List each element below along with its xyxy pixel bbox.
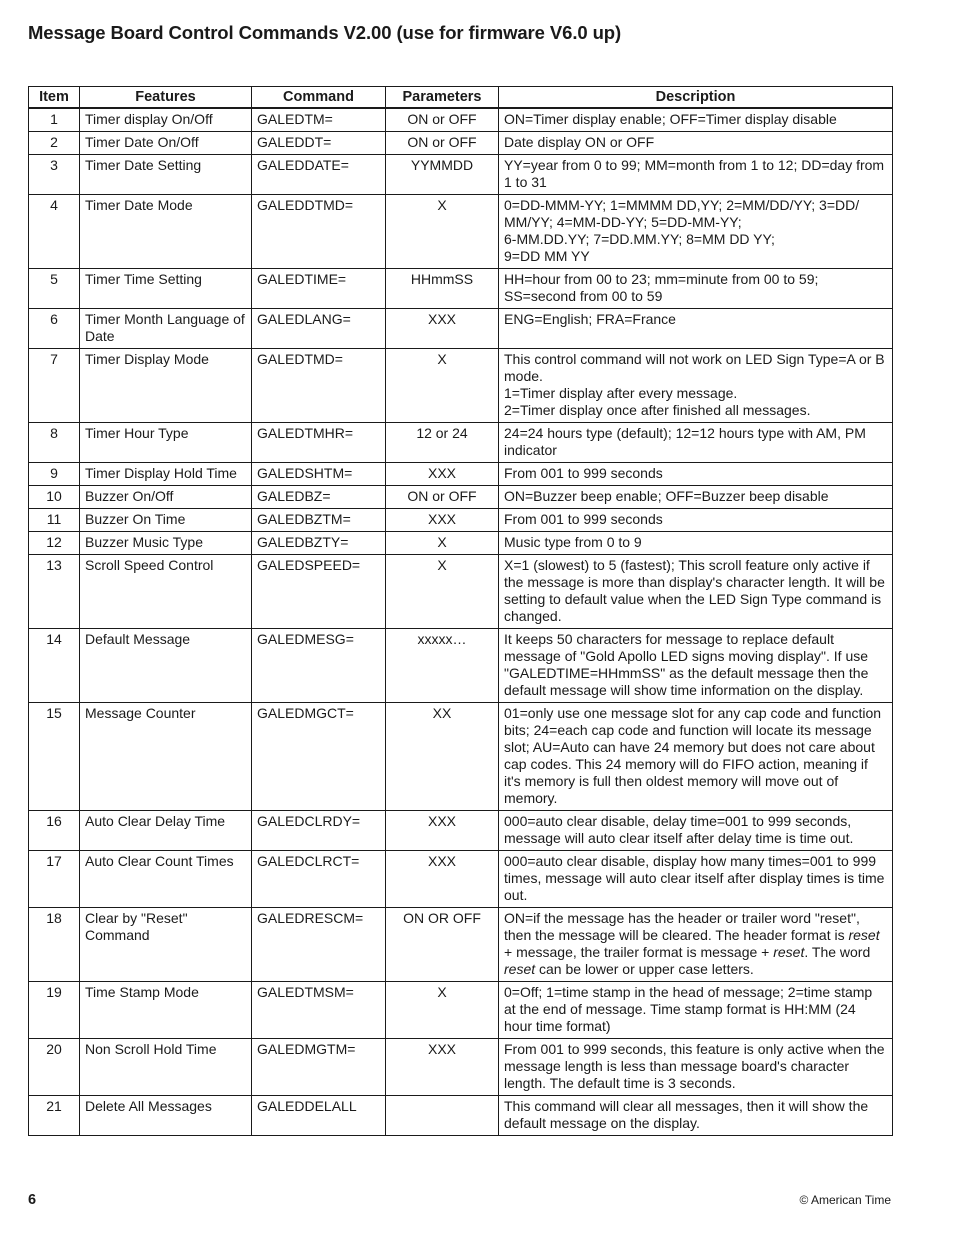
- cell-feature: Default Message: [80, 629, 252, 703]
- cell-parameters: ON or OFF: [386, 486, 499, 509]
- table-row: [29, 349, 893, 423]
- table-row: [29, 1039, 893, 1096]
- cell-parameters: XXX: [386, 509, 499, 532]
- cell-command: GALEDRESCM=: [252, 908, 386, 982]
- description-line: 0=DD-MMM-YY; 1=MMMM DD,YY; 2=MM/DD/YY; 3=DD/ MM/YY; 4=MM-DD-YY; 5=DD-MM-YY;: [504, 197, 860, 230]
- table-row: [29, 982, 893, 1039]
- cell-command: GALEDBZTM=: [252, 509, 386, 532]
- description-line: ON=Buzzer beep enable; OFF=Buzzer beep disable: [504, 488, 829, 504]
- description-line: SS=second from 00 to 59: [504, 288, 663, 304]
- cell-feature: Timer Time Setting: [80, 269, 252, 309]
- cell-item: 3: [29, 155, 80, 195]
- cell-item: 11: [29, 509, 80, 532]
- cell-parameters: ON OR OFF: [386, 908, 499, 982]
- cell-description: [499, 1096, 893, 1136]
- description-text: can be lower or upper case letters.: [535, 961, 754, 977]
- cell-item: 18: [29, 908, 80, 982]
- cell-description: [499, 555, 893, 629]
- description-emphasis: reset: [504, 961, 536, 977]
- table-row: [29, 629, 893, 703]
- table-row: [29, 555, 893, 629]
- description-text: + message, the trailer format is message +: [504, 944, 774, 960]
- cell-item: 13: [29, 555, 80, 629]
- description-line: Date display ON or OFF: [504, 134, 655, 150]
- description-line: It keeps 50 characters for message to replace default message of "Gold Apollo LED signs moving display". If use "GALEDTIME=HHmmSS" as the default message then the default message will show time information on the display.: [504, 631, 869, 698]
- cell-description: [499, 309, 893, 349]
- cell-parameters: X: [386, 195, 499, 269]
- header-command: Command: [252, 87, 386, 109]
- cell-feature: Timer Date Setting: [80, 155, 252, 195]
- cell-feature: Timer display On/Off: [80, 108, 252, 132]
- cell-description: [499, 982, 893, 1039]
- cell-feature: Timer Hour Type: [80, 423, 252, 463]
- cell-feature: Time Stamp Mode: [80, 982, 252, 1039]
- cell-parameters: XXX: [386, 463, 499, 486]
- page-title: Message Board Control Commands V2.00 (use for firmware V6.0 up): [28, 22, 622, 43]
- cell-description: [499, 155, 893, 195]
- cell-feature: Buzzer Music Type: [80, 532, 252, 555]
- description-emphasis: reset: [848, 927, 880, 943]
- cell-command: GALEDSPEED=: [252, 555, 386, 629]
- cell-description: [499, 463, 893, 486]
- cell-command: GALEDMGTM=: [252, 1039, 386, 1096]
- cell-item: 21: [29, 1096, 80, 1136]
- cell-description: [499, 629, 893, 703]
- cell-item: 9: [29, 463, 80, 486]
- cell-parameters: ON or OFF: [386, 132, 499, 155]
- cell-feature: Timer Month Language of Date: [80, 309, 252, 349]
- cell-command: GALEDTMD=: [252, 349, 386, 423]
- cell-feature: Non Scroll Hold Time: [80, 1039, 252, 1096]
- cell-feature: Clear by "Reset" Command: [80, 908, 252, 982]
- cell-description: [499, 851, 893, 908]
- cell-feature: Auto Clear Delay Time: [80, 811, 252, 851]
- commands-table: [28, 86, 893, 1136]
- cell-feature: Scroll Speed Control: [80, 555, 252, 629]
- cell-description: [499, 132, 893, 155]
- cell-parameters: X: [386, 555, 499, 629]
- description-line: This control command will not work on LED Sign Type=A or B mode.: [504, 351, 885, 384]
- cell-command: GALEDTMSM=: [252, 982, 386, 1039]
- cell-command: GALEDLANG=: [252, 309, 386, 349]
- cell-description: [499, 108, 893, 132]
- header-features: Features: [80, 87, 252, 109]
- description-line: X=1 (slowest) to 5 (fastest); This scroll feature only active if the message is more than display's character length. It will be setting to default value when the LED Sign Type command is changed.: [504, 557, 885, 624]
- table-row: [29, 423, 893, 463]
- cell-item: 7: [29, 349, 80, 423]
- cell-description: [499, 908, 893, 982]
- cell-item: 4: [29, 195, 80, 269]
- description-line: 01=only use one message slot for any cap code and function bits; 24=each cap code and function will locate its message slot; AU=Auto can have 24 memory but does not care about cap codes. This 24 memory will do FIFO action, meaning if it's memory is full then oldest memory will move out of memory.: [504, 705, 882, 806]
- cell-item: 6: [29, 309, 80, 349]
- cell-parameters: X: [386, 982, 499, 1039]
- table-row: [29, 486, 893, 509]
- cell-parameters: HHmmSS: [386, 269, 499, 309]
- cell-feature: Message Counter: [80, 703, 252, 811]
- cell-description: [499, 811, 893, 851]
- cell-item: 20: [29, 1039, 80, 1096]
- page-number: 6: [28, 1192, 37, 1208]
- cell-command: GALEDSHTM=: [252, 463, 386, 486]
- description-line: 9=DD MM YY: [504, 248, 590, 264]
- table-row: [29, 908, 893, 982]
- table-row: [29, 463, 893, 486]
- cell-item: 1: [29, 108, 80, 132]
- description-line: From 001 to 999 seconds: [504, 511, 663, 527]
- description-line: ENG=English; FRA=France: [504, 311, 676, 327]
- cell-command: GALEDTMHR=: [252, 423, 386, 463]
- cell-description: [499, 486, 893, 509]
- table-row: [29, 309, 893, 349]
- cell-parameters: [386, 1096, 499, 1136]
- cell-feature: Timer Date Mode: [80, 195, 252, 269]
- description-line: 0=Off; 1=time stamp in the head of message; 2=time stamp at the end of message. Time stamp format is HH:MM (24 hour time format): [504, 984, 873, 1034]
- table-row: [29, 851, 893, 908]
- cell-feature: Timer Date On/Off: [80, 132, 252, 155]
- description-line: From 001 to 999 seconds: [504, 465, 663, 481]
- cell-description: [499, 349, 893, 423]
- table-header-row: [29, 87, 893, 109]
- cell-command: GALEDMGCT=: [252, 703, 386, 811]
- description-line: 6-MM.DD.YY; 7=DD.MM.YY; 8=MM DD YY;: [504, 231, 775, 247]
- cell-parameters: XXX: [386, 811, 499, 851]
- table-row: [29, 1096, 893, 1136]
- cell-command: GALEDCLRCT=: [252, 851, 386, 908]
- description-line: YY=year from 0 to 99; MM=month from 1 to 12; DD=day from 1 to 31: [504, 157, 885, 190]
- cell-command: GALEDDELALL: [252, 1096, 386, 1136]
- cell-feature: Delete All Messages: [80, 1096, 252, 1136]
- cell-parameters: ON or OFF: [386, 108, 499, 132]
- description-line: 000=auto clear disable, delay time=001 to 999 seconds, message will auto clear itself after delay time is time out.: [504, 813, 854, 846]
- description-line: 1=Timer display after every message.: [504, 385, 738, 401]
- table-row: [29, 532, 893, 555]
- table-row: [29, 703, 893, 811]
- cell-parameters: xxxxx…: [386, 629, 499, 703]
- cell-command: GALEDTM=: [252, 108, 386, 132]
- header-item: Item: [29, 87, 80, 109]
- description-line: From 001 to 999 seconds, this feature is only active when the message length is less than message board's character length. The default time is 3 seconds.: [504, 1041, 885, 1091]
- description-line: HH=hour from 00 to 23; mm=minute from 00 to 59;: [504, 271, 819, 287]
- cell-command: GALEDBZTY=: [252, 532, 386, 555]
- description-line: 000=auto clear disable, display how many times=001 to 999 times, message will auto clear itself after display times is time out.: [504, 853, 885, 903]
- cell-parameters: XXX: [386, 309, 499, 349]
- header-parameters: Parameters: [386, 87, 499, 109]
- table-row: [29, 269, 893, 309]
- cell-description: [499, 703, 893, 811]
- cell-command: GALEDDT=: [252, 132, 386, 155]
- cell-item: 16: [29, 811, 80, 851]
- table-row: [29, 108, 893, 132]
- cell-description: [499, 509, 893, 532]
- cell-item: 5: [29, 269, 80, 309]
- description-line: This command will clear all messages, then it will show the default message on the display.: [504, 1098, 869, 1131]
- header-description: Description: [499, 87, 893, 109]
- cell-parameters: XXX: [386, 1039, 499, 1096]
- cell-command: GALEDCLRDY=: [252, 811, 386, 851]
- cell-description: [499, 195, 893, 269]
- description-text: . The word: [804, 944, 871, 960]
- cell-description: [499, 269, 893, 309]
- cell-feature: Buzzer On Time: [80, 509, 252, 532]
- cell-description: [499, 1039, 893, 1096]
- cell-command: GALEDTIME=: [252, 269, 386, 309]
- cell-feature: Auto Clear Count Times: [80, 851, 252, 908]
- description-line: 24=24 hours type (default); 12=12 hours type with AM, PM indicator: [504, 425, 866, 458]
- cell-item: 19: [29, 982, 80, 1039]
- cell-item: 12: [29, 532, 80, 555]
- description-line: Music type from 0 to 9: [504, 534, 642, 550]
- table-row: [29, 155, 893, 195]
- table-row: [29, 509, 893, 532]
- cell-parameters: 12 or 24: [386, 423, 499, 463]
- cell-item: 10: [29, 486, 80, 509]
- description-line: 2=Timer display once after finished all messages.: [504, 402, 811, 418]
- cell-parameters: YYMMDD: [386, 155, 499, 195]
- table-body: [29, 108, 893, 1136]
- cell-command: GALEDBZ=: [252, 486, 386, 509]
- table-row: [29, 811, 893, 851]
- cell-command: GALEDDTMD=: [252, 195, 386, 269]
- cell-item: 2: [29, 132, 80, 155]
- cell-item: 15: [29, 703, 80, 811]
- description-emphasis: reset: [773, 944, 805, 960]
- cell-description: [499, 532, 893, 555]
- cell-feature: Timer Display Hold Time: [80, 463, 252, 486]
- cell-feature: Timer Display Mode: [80, 349, 252, 423]
- cell-command: GALEDDATE=: [252, 155, 386, 195]
- cell-parameters: X: [386, 349, 499, 423]
- cell-item: 8: [29, 423, 80, 463]
- cell-parameters: X: [386, 532, 499, 555]
- table-row: [29, 132, 893, 155]
- cell-item: 14: [29, 629, 80, 703]
- cell-command: GALEDMESG=: [252, 629, 386, 703]
- cell-feature: Buzzer On/Off: [80, 486, 252, 509]
- cell-item: 17: [29, 851, 80, 908]
- description-line: ON=Timer display enable; OFF=Timer display disable: [504, 111, 837, 127]
- cell-description: [499, 423, 893, 463]
- cell-parameters: XXX: [386, 851, 499, 908]
- copyright-notice: © American Time: [799, 1193, 891, 1207]
- cell-parameters: XX: [386, 703, 499, 811]
- description-text: ON=if the message has the header or trailer word "reset", then the message will be cleared. The header format is: [504, 910, 860, 943]
- table-row: [29, 195, 893, 269]
